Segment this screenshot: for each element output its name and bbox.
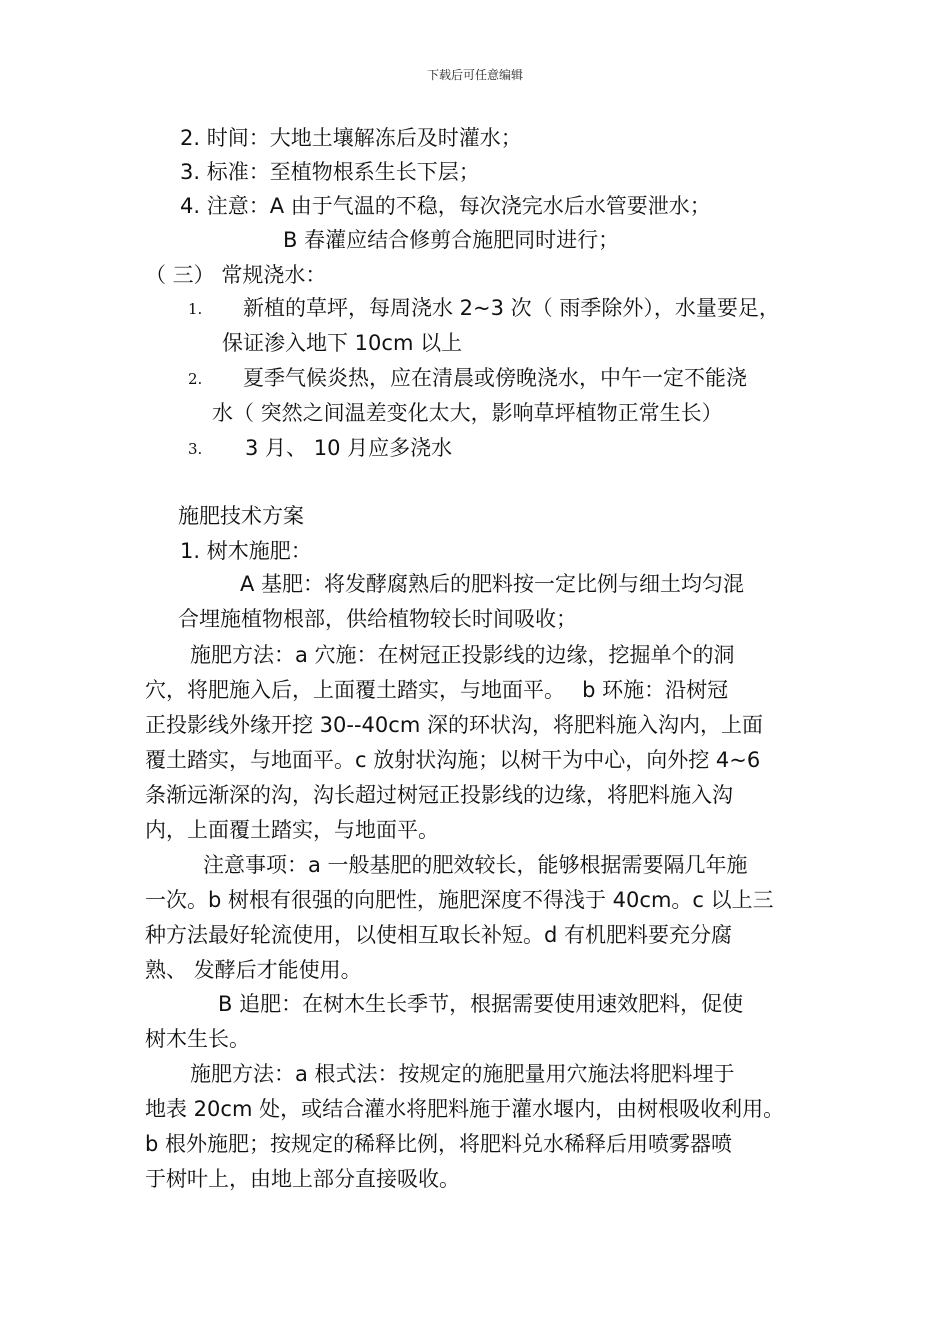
paragraph-line: 地表 20cm 处，或结合灌水将肥料施于灌水堰内，由树根吸收利用。 [145,1097,785,1121]
paragraph-line: 树木生长。 [145,1027,250,1051]
line-7: 保证渗入地下 10cm 以上 [222,331,463,355]
line-3: 4. 注意：A 由于气温的不稳，每次浇完水后水管要泄水； [180,194,711,218]
subheading-tree-fertilizing: 1. 树木施肥： [180,539,312,563]
paragraph-line: 合埋施植物根部，供给植物较长时间吸收； [178,607,577,631]
paragraph-line: 熟、 发酵后才能使用。 [145,958,362,982]
line-6: 新植的草坪，每周浇水 2~3 次（ 雨季除外），水量要足， [243,296,780,320]
paragraph-line: A 基肥：将发酵腐熟后的肥料按一定比例与细土均匀混 [240,572,745,596]
paragraph-line: 施肥方法：a 穴施：在树冠正投影线的边缘，挖掘单个的洞 [190,643,735,667]
section-heading-3: （ 三） 常规浇水： [145,263,327,287]
line-9: 夏季气候炎热，应在清晨或傍晚浇水，中午一定不能浇 [243,366,747,390]
page-header: 下载后可任意编辑 [426,68,523,82]
paragraph-line: 条渐远渐深的沟，沟长超过树冠正投影线的边缘，将肥料施入沟 [145,783,733,807]
list-number-2: 2. [188,370,203,388]
paragraph-line: 种方法最好轮流使用，以使相互取长补短。d 有机肥料要充分腐 [145,923,733,947]
line-1: 2. 时间：大地土壤解冻后及时灌水； [180,126,522,150]
paragraph-line: 覆土踏实，与地面平。c 放射状沟施；以树干为中心，向外挖 4~6 [145,748,761,772]
line-2: 3. 标准：至植物根系生长下层； [180,160,480,184]
list-number-1: 1. [188,300,203,318]
paragraph-line: 正投影线外缘开挖 30--40cm 深的环状沟，将肥料施入沟内，上面 [145,713,763,737]
paragraph-line: 注意事项：a 一般基肥的肥效较长，能够根据需要隔几年施 [203,853,748,877]
paragraph-line: 于树叶上，由地上部分直接吸收。 [145,1167,460,1191]
paragraph-line: 施肥方法：a 根式法：按规定的施肥量用穴施法将肥料埋于 [190,1062,735,1086]
paragraph-line: 内，上面覆土踏实，与地面平。 [145,818,439,842]
line-10: 水（ 突然之间温差变化太大，影响草坪植物正常生长） [212,401,723,425]
list-number-3: 3. [188,440,203,458]
paragraph-line: 穴，将肥施入后，上面覆土踏实，与地面平。 b 环施：沿树冠 [145,678,729,702]
section-title-fertilizing: 施肥技术方案 [178,504,304,528]
paragraph-line: B 追肥：在树木生长季节，根据需要使用速效肥料，促使 [218,992,744,1016]
paragraph-line: b 根外施肥；按规定的稀释比例，将肥料兑水稀释后用喷雾器喷 [145,1132,733,1156]
paragraph-line: 一次。b 树根有很强的向肥性，施肥深度不得浅于 40cm。c 以上三 [145,888,774,912]
line-4: B 春灌应结合修剪合施肥同时进行； [283,228,620,252]
line-12: 3 月、 10 月应多浇水 [245,436,453,460]
